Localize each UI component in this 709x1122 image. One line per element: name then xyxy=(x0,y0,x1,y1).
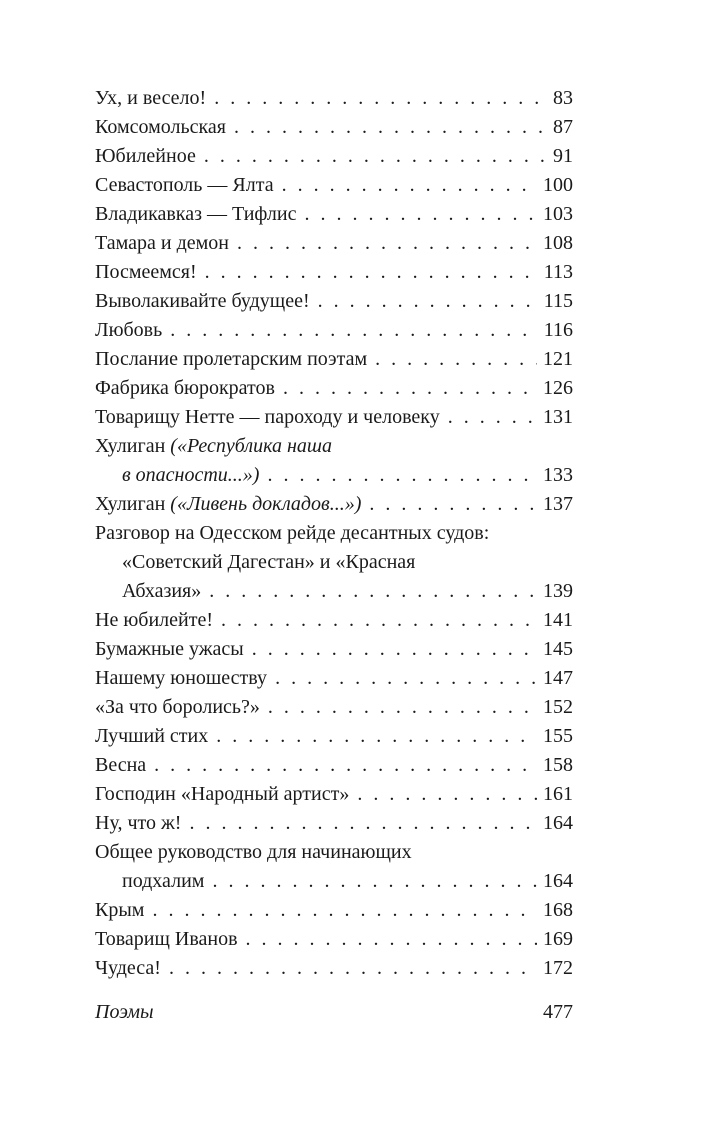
dot-leader xyxy=(369,490,537,519)
dot-leader xyxy=(169,954,537,983)
dot-leader xyxy=(214,84,547,113)
toc-entry xyxy=(95,925,573,954)
toc-title: Бумажные ужасы xyxy=(95,638,244,660)
toc-page-number: 161 xyxy=(543,783,573,805)
toc-title: Выволакивайте будущее! xyxy=(95,290,310,312)
toc-page-number: 168 xyxy=(543,899,573,921)
toc-subtitle: в опасности...») xyxy=(122,464,260,486)
toc-title-line: Разговор на Одесском рейде десантных судов: xyxy=(95,522,490,544)
toc-entry xyxy=(95,345,573,374)
toc-entry xyxy=(95,954,573,983)
dot-leader xyxy=(170,316,537,345)
dot-leader xyxy=(448,403,537,432)
toc-entry xyxy=(95,635,573,664)
dot-leader xyxy=(268,693,537,722)
toc-entry xyxy=(95,374,573,403)
dot-leader xyxy=(304,200,537,229)
toc-title: Абхазия» xyxy=(122,580,202,602)
toc-entry xyxy=(95,664,573,693)
toc-entry xyxy=(95,751,573,780)
toc-title: Комсомольская xyxy=(95,116,226,138)
toc-title-line: Общее руководство для начинающих xyxy=(95,841,412,863)
toc-entry xyxy=(95,287,573,316)
toc-title: Севастополь — Ялта xyxy=(95,174,274,196)
toc-entry xyxy=(95,693,573,722)
toc-title: Весна xyxy=(95,754,147,776)
toc-page-number: 103 xyxy=(543,203,573,225)
toc-page-number: 169 xyxy=(543,928,573,950)
toc-entry xyxy=(95,258,573,287)
toc-title: Товарищ Иванов xyxy=(95,928,238,950)
toc-page-number: 108 xyxy=(543,232,573,254)
toc-page-number: 83 xyxy=(553,87,573,109)
toc-page-number: 116 xyxy=(543,319,573,341)
toc-entry xyxy=(95,780,573,809)
toc-entry xyxy=(95,142,573,171)
page-footer xyxy=(95,998,573,1026)
toc-page-number: 115 xyxy=(543,290,573,312)
dot-leader xyxy=(221,606,537,635)
dot-leader xyxy=(234,113,547,142)
toc-title-line: «Советский Дагестан» и «Красная xyxy=(122,551,416,573)
toc-title: Крым xyxy=(95,899,145,921)
dot-leader xyxy=(275,664,537,693)
toc-page-number: 152 xyxy=(543,696,573,718)
dot-leader xyxy=(212,867,537,896)
toc-entry xyxy=(95,490,573,519)
toc-page-number: 87 xyxy=(553,116,573,138)
dot-leader xyxy=(267,461,537,490)
toc-title: Господин «Народный артист» xyxy=(95,783,350,805)
toc-subtitle: («Ливень докладов...») xyxy=(170,493,362,515)
toc-page-number: 137 xyxy=(543,493,573,515)
toc-entry xyxy=(95,403,573,432)
toc-page-number: 91 xyxy=(553,145,573,167)
toc-title-line xyxy=(95,432,573,461)
folio-page-number: 477 xyxy=(543,1001,573,1023)
toc-page-number: 158 xyxy=(543,754,573,776)
toc-page-number: 126 xyxy=(543,377,573,399)
toc-title: подхалим xyxy=(122,870,205,892)
toc-entry xyxy=(95,84,573,113)
toc-title-group xyxy=(95,490,361,519)
toc-page-number: 164 xyxy=(543,812,573,834)
toc-title: Хулиган xyxy=(95,493,166,515)
dot-leader xyxy=(357,780,537,809)
dot-leader xyxy=(152,896,537,925)
toc-title: Не юбилейте! xyxy=(95,609,213,631)
toc-entry xyxy=(95,722,573,751)
toc-page-number: 155 xyxy=(543,725,573,747)
toc-title: Юбилейное xyxy=(95,145,196,167)
running-section-title: Поэмы xyxy=(95,1001,154,1023)
dot-leader xyxy=(216,722,537,751)
dot-leader xyxy=(283,374,537,403)
toc-page-number: 100 xyxy=(543,174,573,196)
toc-title: Фабрика бюрократов xyxy=(95,377,275,399)
toc-page-number: 113 xyxy=(543,261,573,283)
toc-entry xyxy=(95,838,573,896)
toc-title: Ну, что ж! xyxy=(95,812,182,834)
toc-page-number: 133 xyxy=(543,464,573,486)
toc-page-number: 164 xyxy=(543,870,573,892)
toc-page-number: 172 xyxy=(543,957,573,979)
toc-title: Владикавказ — Тифлис xyxy=(95,203,297,225)
toc-title: Лучший стих xyxy=(95,725,209,747)
toc-entry xyxy=(95,113,573,142)
dot-leader xyxy=(205,258,538,287)
toc-entry xyxy=(95,519,573,606)
toc-title: Посмеемся! xyxy=(95,261,197,283)
toc-title: Нашему юношеству xyxy=(95,667,268,689)
dot-leader xyxy=(189,809,537,838)
toc-entry xyxy=(95,316,573,345)
toc-page-number: 145 xyxy=(543,638,573,660)
dot-leader xyxy=(318,287,538,316)
toc-title: «За что боролись?» xyxy=(95,696,260,718)
dot-leader xyxy=(209,577,537,606)
dot-leader xyxy=(252,635,537,664)
toc-page-number: 131 xyxy=(543,406,573,428)
toc-title: Тамара и демон xyxy=(95,232,229,254)
toc-page-number: 147 xyxy=(543,667,573,689)
toc-subtitle: («Республика наша xyxy=(170,435,332,457)
toc-title: Хулиган xyxy=(95,435,166,457)
dot-leader xyxy=(154,751,537,780)
toc-title: Ух, и весело! xyxy=(95,87,207,109)
table-of-contents xyxy=(95,84,573,983)
toc-title: Чудеса! xyxy=(95,957,161,979)
toc-page-number: 141 xyxy=(543,609,573,631)
toc-page-number: 121 xyxy=(543,348,573,370)
toc-title: Любовь xyxy=(95,319,163,341)
toc-entry xyxy=(95,896,573,925)
dot-leader xyxy=(246,925,537,954)
dot-leader xyxy=(282,171,537,200)
dot-leader xyxy=(375,345,537,374)
toc-entry xyxy=(95,229,573,258)
dot-leader xyxy=(204,142,547,171)
toc-entry xyxy=(95,200,573,229)
toc-page-number: 139 xyxy=(543,580,573,602)
toc-entry xyxy=(95,171,573,200)
toc-entry xyxy=(95,606,573,635)
dot-leader xyxy=(237,229,537,258)
toc-title: Товарищу Нетте — пароходу и человеку xyxy=(95,406,440,428)
toc-entry xyxy=(95,432,573,490)
toc-entry xyxy=(95,809,573,838)
toc-title: Послание пролетарским поэтам xyxy=(95,348,368,370)
